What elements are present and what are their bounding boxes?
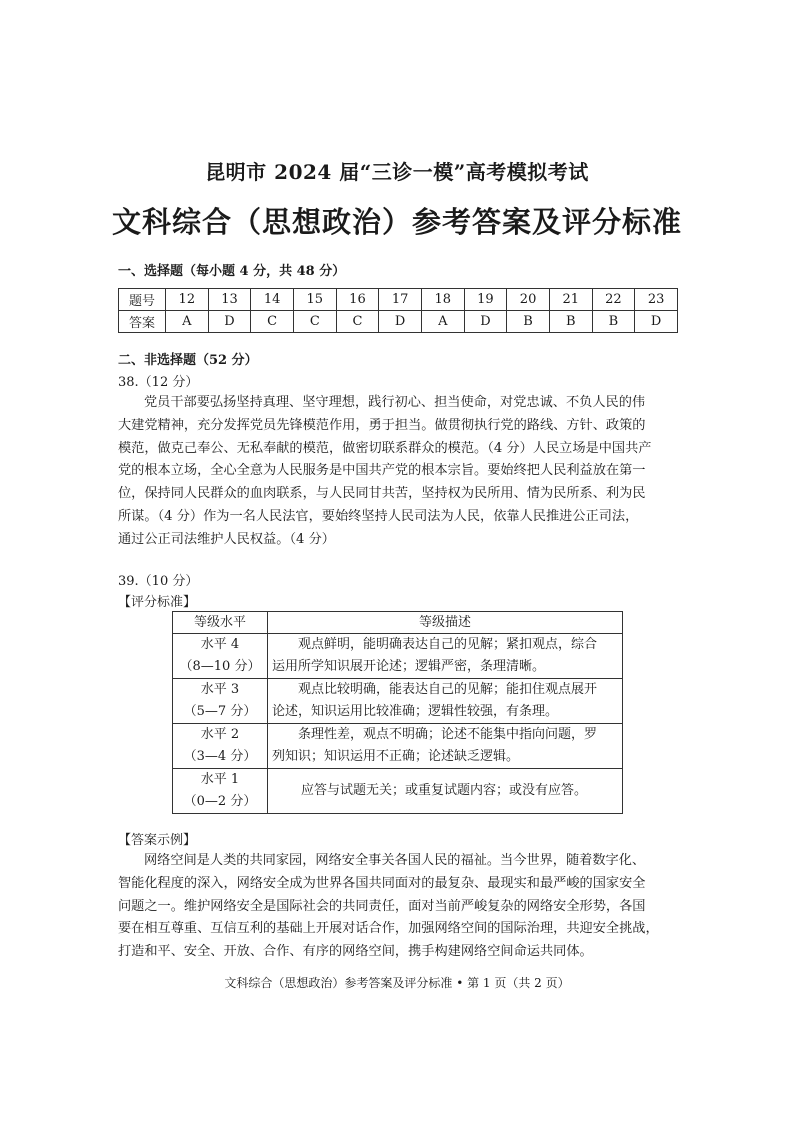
answer-cell: A: [166, 311, 209, 333]
description-cell: 观点比较明确，能表达自己的见解；能扣住观点展开 论述，知识运用比较准确；逻辑性较强，有条理。: [268, 679, 623, 724]
q38-line: 党员干部要弘扬坚持真理、坚守理想，践行初心、担当使命，对党忠诚、不负人民的伟: [144, 395, 646, 410]
answer-cell: A: [421, 311, 464, 333]
question-number: 17: [379, 289, 422, 311]
question-number: 20: [507, 289, 550, 311]
grading-row: [173, 679, 623, 724]
question-number: 15: [293, 289, 336, 311]
answer-cell: D: [464, 311, 507, 333]
example-label: 【答案示例】: [118, 833, 197, 848]
example-line: 打造和平、安全、开放、合作、有序的网络空间，携手构建网络空间命运共同体。: [118, 944, 593, 960]
section1-heading: 一、选择题（每小题 4 分，共 48 分）: [118, 264, 346, 279]
q38-answer: [118, 392, 678, 552]
example-line: 要在相互尊重、互信互利的基础上开展对话合作，加强网络空间的国际治理，共迎安全挑战，: [118, 921, 659, 937]
row-label-number: 题号: [119, 289, 166, 311]
question-number: 14: [251, 289, 294, 311]
description-cell: 条理性差，观点不明确；论述不能集中指向问题，罗 列知识；知识运用不正确；论述缺乏逻辑。: [268, 724, 623, 769]
answer-cell: D: [208, 311, 251, 333]
example-line: 问题之一。维护网络安全是国际社会的共同责任，面对当前严峻复杂的网络安全形势，各国: [118, 898, 646, 914]
answer-cell: C: [336, 311, 379, 333]
level-cell: 水平 2 （3—4 分）: [173, 724, 268, 769]
grading-row: [173, 769, 623, 814]
q39-label: 39.（10 分）: [118, 574, 199, 589]
grading-row: [173, 724, 623, 769]
question-number: 23: [635, 289, 678, 311]
section2-heading: 二、非选择题（52 分）: [118, 353, 258, 368]
level-cell: 水平 3 （5—7 分）: [173, 679, 268, 724]
q38-label: 38.（12 分）: [118, 375, 199, 390]
question-number-row: [119, 289, 678, 311]
grading-header-row: [173, 612, 623, 634]
answer-cell: C: [293, 311, 336, 333]
level-cell: 水平 1 （0—2 分）: [173, 769, 268, 814]
grading-table: [172, 611, 623, 814]
answer-cell: D: [635, 311, 678, 333]
header-description: 等级描述: [268, 612, 623, 634]
header-level: 等级水平: [173, 612, 268, 634]
question-number: 13: [208, 289, 251, 311]
question-number: 21: [549, 289, 592, 311]
row-label-answer: 答案: [119, 311, 166, 333]
exam-title: 昆明市 2024 届“三诊一模”高考模拟考试: [205, 160, 589, 184]
q38-line: 大建党精神，充分发挥党员先锋模范作用，勇于担当。做贯彻执行党的路线、方针、政策的: [118, 417, 646, 433]
q38-line: 通过公正司法维护人民权益。（4 分）: [118, 531, 335, 547]
question-number: 12: [166, 289, 209, 311]
answer-cell: B: [549, 311, 592, 333]
description-cell: 应答与试题无关；或重复试题内容；或没有应答。: [268, 769, 623, 814]
description-cell: 观点鲜明，能明确表达自己的见解；紧扣观点，综合 运用所学知识展开论述；逻辑严密，条理清晰。: [268, 634, 623, 679]
question-number: 19: [464, 289, 507, 311]
q38-line: 所谋。（4 分）作为一名人民法官，要始终坚持人民司法为人民，依靠人民推进公正司法，: [118, 508, 639, 524]
answer-cell: C: [251, 311, 294, 333]
q38-line: 党的根本立场，全心全意为人民服务是中国共产党的根本宗旨。要始终把人民利益放在第一: [118, 463, 646, 479]
example-line: 智能化程度的深入，网络安全成为世界各国共同面对的最复杂、最现实和最严峻的国家安全: [118, 875, 646, 891]
example-line: 网络空间是人类的共同家园，网络安全事关各国人民的福祉。当今世界，随着数字化、: [144, 853, 646, 868]
answer-cell: B: [592, 311, 635, 333]
question-number: 18: [421, 289, 464, 311]
answer-row: [119, 311, 678, 333]
document-subtitle: 文科综合（思想政治）参考答案及评分标准: [111, 205, 682, 239]
q38-line: 模范，做克己奉公、无私奉献的模范，做密切联系群众的模范。（4 分）人民立场是中国共产: [118, 440, 652, 456]
question-number: 22: [592, 289, 635, 311]
q38-line: 位，保持同人民群众的血肉联系，与人民同甘共苦，坚持权为民所用、情为民所系、利为民: [118, 486, 646, 502]
answer-cell: D: [379, 311, 422, 333]
level-cell: 水平 4 （8—10 分）: [173, 634, 268, 679]
answer-cell: B: [507, 311, 550, 333]
answer-table: [118, 288, 678, 333]
criteria-label: 【评分标准】: [118, 595, 197, 610]
page-footer: 文科综合（思想政治）参考答案及评分标准 • 第 1 页（共 2 页）: [224, 976, 570, 990]
question-number: 16: [336, 289, 379, 311]
grading-row: [173, 634, 623, 679]
q39-example-answer: [118, 850, 678, 964]
